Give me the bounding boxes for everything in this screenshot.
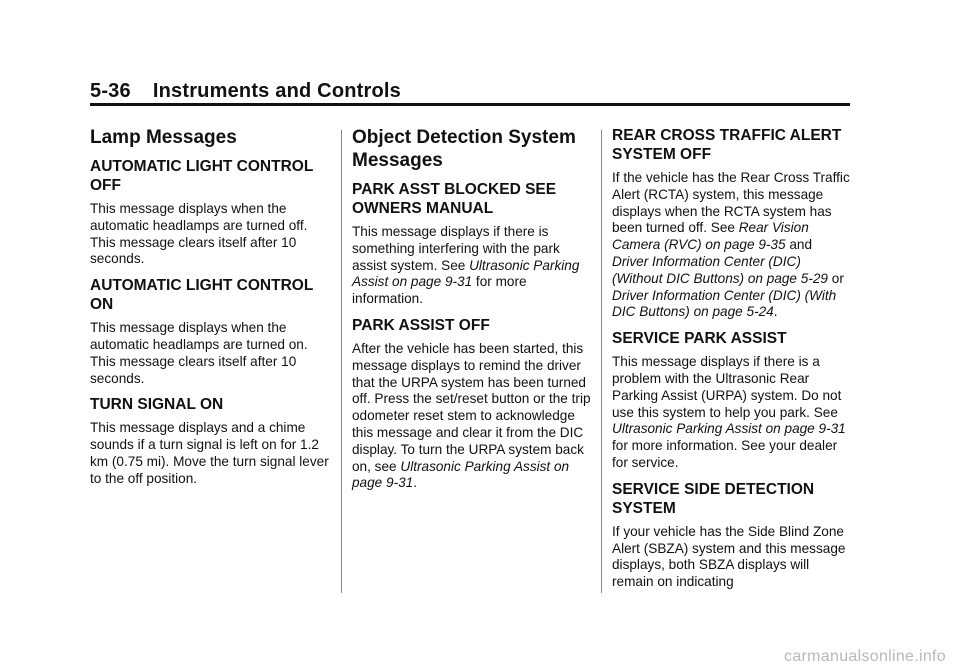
cross-reference-link[interactable]: Driver Information Center (DIC) (Without DIC Buttons) on page 5-29 [612,253,828,286]
chapter-title: Instruments and Controls [152,80,401,102]
paragraph [352,224,592,308]
column-middle [352,126,592,498]
text: This message displays if there is a problem with the Ultrasonic Rear Parking Assist (URPA) system. Do not use this system to help you park. See [612,354,842,420]
text: or [827,270,844,286]
paragraph [612,354,852,472]
heading-turn-signal-on: TURN SIGNAL ON [90,396,224,414]
page-number: 5-36 [90,80,131,102]
heading-service-side-detection: SERVICE SIDE DETECTION SYSTEM [612,480,815,517]
text: . [773,304,778,320]
heading-park-assist-off: PARK ASSIST OFF [352,316,490,334]
section-title-object-detection: Object Detection System Messages [352,127,576,171]
text: This message displays if there is something interfering with the park assist system. See [352,224,560,273]
text: for more information. See your dealer for service. [612,438,838,470]
heading-automatic-light-control-on: AUTOMATIC LIGHT CONTROL ON [90,277,314,314]
text: and [785,237,813,253]
cross-reference-link[interactable]: Driver Information Center (DIC) (With DIC Buttons) on page 5-24 [612,287,837,320]
paragraph: This message displays when the automatic headlamps are turned on. This message clears itself after 10 seconds. [90,320,308,386]
heading-automatic-light-control-off: AUTOMATIC LIGHT CONTROL OFF [90,158,314,194]
cross-reference-link[interactable]: Ultrasonic Parking Assist on page 9-31 [352,458,570,491]
text: . [413,475,418,491]
paragraph [612,170,852,321]
cross-reference-link[interactable]: Ultrasonic Parking Assist on page 9-31 [612,421,846,437]
paragraph: This message displays when the automatic headlamps are turned off. This message clears itself after 10 seconds. [90,201,308,267]
watermark: carmanualsonline.info [784,648,946,665]
page-header [90,80,401,103]
header-rule [90,103,850,106]
heading-park-asst-blocked: PARK ASST BLOCKED SEE OWNERS MANUAL [352,181,557,217]
heading-rear-cross-traffic-alert-off: REAR CROSS TRAFFIC ALERT SYSTEM OFF [612,127,842,163]
paragraph: This message displays and a chime sounds if a turn signal is left on for 1.2 km (0.75 mi). Move the turn signal lever to the off position. [90,420,329,486]
paragraph [352,341,592,492]
text: If the vehicle has the Rear Cross Traffic Alert (RCTA) system, this message displays when the RCTA system has been turned off. See [612,170,850,236]
column-right [612,126,852,597]
column-divider [601,130,602,593]
cross-reference-link[interactable]: Rear Vision Camera (RVC) on page 9-35 [612,220,809,253]
column-divider [341,130,342,593]
paragraph: If your vehicle has the Side Blind Zone Alert (SBZA) system and this message displays, both SBZA displays will remain on indicating [612,523,846,590]
text: for more information. [352,274,527,307]
section-title-lamp-messages: Lamp Messages [90,127,237,148]
text: After the vehicle has been started, this message displays to remind the driver that the URPA system has been turned off. Press the set/reset button or the trip odometer reset stem to acknowledge this message and clear it from the DIC display. To turn the URPA system back on, see [352,340,591,474]
column-left [90,126,330,494]
heading-service-park-assist: SERVICE PARK ASSIST [612,330,787,348]
cross-reference-link[interactable]: Ultrasonic Parking Assist on page 9-31 [352,257,580,290]
